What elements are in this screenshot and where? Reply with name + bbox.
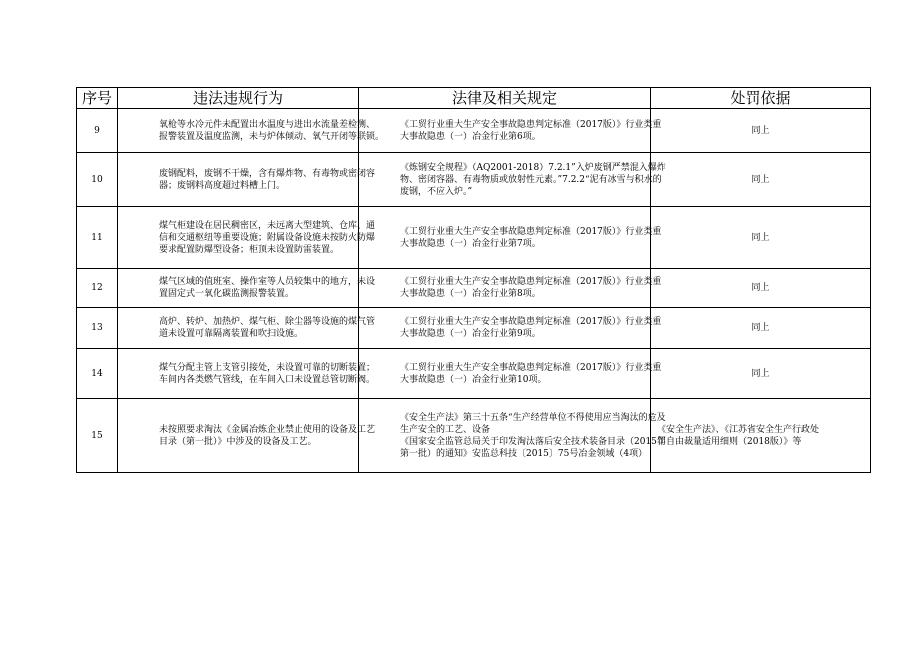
law-cell — [359, 308, 662, 349]
violation-cell-line: 置固定式一氧化碳监测报警装置。 — [159, 289, 295, 299]
violation-cell-line: 煤气柜建设在居民稠密区，未远离大型建筑、仓库、通 — [159, 220, 376, 231]
penalty-cell-line: 同上 — [751, 174, 770, 185]
violation-cell-line: 目录（第一批）》中涉及的设备及工艺。 — [159, 436, 317, 447]
law-cell — [359, 207, 662, 269]
serial-number-cell: 15 — [77, 399, 118, 473]
violation-cell-line: 煤气区域的值班室、操作室等人员较集中的地方，未设 — [159, 277, 376, 287]
law-cell-line: 大事故隐患（一）冶金行业第8项。 — [400, 289, 541, 299]
violation-cell — [118, 308, 376, 349]
violation-cell-line: 氧枪等水冷元件未配置出水温度与进出水流量差检测、 — [159, 119, 376, 130]
law-cell-line: 《国家安全监管总局关于印发淘汰落后安全技术装备目录（2015年 — [400, 436, 666, 447]
penalty-cell — [651, 308, 871, 349]
penalty-cell — [651, 109, 871, 153]
violation-cell-line: 道未设置可靠隔离装置和吹扫设施。 — [159, 329, 304, 339]
violation-cell-line: 要求配置防爆型设备；柜顶未设置防雷装置。 — [159, 244, 340, 255]
penalty-cell — [651, 207, 871, 269]
law-cell-line: 大事故隐患（一）冶金行业第9项。 — [400, 329, 541, 339]
violation-cell-line: 报警装置及温度监测，未与炉体倾动、氧气开闭等联锁。 — [159, 131, 385, 142]
violation-cell — [118, 349, 376, 399]
law-cell-line: 废钢，不应入炉。” — [400, 186, 473, 197]
penalty-cell — [651, 153, 871, 207]
penalty-cell — [651, 349, 871, 399]
penalty-cell-line: 同上 — [751, 232, 770, 243]
law-cell-line: 大事故隐患（一）冶金行业第7项。 — [400, 238, 541, 249]
law-cell-line: 《工贸行业重大生产安全事故隐患判定标准（2017版）》行业类重 — [400, 226, 662, 237]
violation-cell — [118, 399, 376, 473]
header-serial: 序号 — [77, 88, 118, 109]
table-row — [77, 349, 871, 399]
table-row — [77, 269, 871, 308]
law-cell-line: 《工贸行业重大生产安全事故隐患判定标准（2017版）》行业类重 — [400, 277, 662, 287]
penalty-cell — [651, 399, 871, 473]
violation-cell-line: 器；废钢料高度超过料槽上门。 — [159, 180, 286, 191]
penalty-cell-line: 同上 — [751, 368, 770, 379]
serial-number-cell: 13 — [77, 308, 118, 349]
violation-cell-line: 废钢配料，废钢不干燥，含有爆炸物、有毒物或密闭容 — [159, 168, 376, 179]
violation-cell-line: 信和交通枢纽等重要设施；附属设备设施未按防火防爆 — [159, 232, 376, 243]
penalty-cell-line: 同上 — [751, 283, 770, 293]
violation-cell — [118, 153, 376, 207]
law-cell-line: 物、密闭容器、有毒物质或放射性元素。”7.2.2“泥有冰雪与积水的 — [400, 174, 662, 185]
law-cell-line: 《工贸行业重大生产安全事故隐患判定标准（2017版）》行业类重 — [400, 362, 662, 373]
law-cell-line: 《工贸行业重大生产安全事故隐患判定标准（2017版）》行业类重 — [400, 119, 662, 130]
law-cell-line: 《炼钢安全规程》（AQ2001-2018）7.2.1”入炉废钢严禁混入爆炸 — [400, 162, 666, 173]
law-cell-line: 第一批）的通知》安监总科技〔2015〕75号冶金领域（4项） — [400, 448, 648, 459]
law-cell-line: 大事故隐患（一）冶金行业第6项。 — [400, 131, 541, 142]
violation-cell — [118, 269, 376, 308]
law-cell — [359, 399, 666, 473]
violation-cell-line: 煤气分配主管上支管引接处，未设置可靠的切断装置； — [159, 362, 376, 373]
header-law: 法律及相关规定 — [359, 88, 651, 109]
serial-number-cell: 14 — [77, 349, 118, 399]
violation-cell-line: 未按照要求淘汰《金属冶炼企业禁止使用的设备及工艺 — [159, 424, 376, 435]
table-header-row — [77, 88, 871, 109]
law-cell — [359, 269, 662, 308]
violation-cell — [118, 207, 376, 269]
regulation-table — [76, 87, 871, 473]
law-cell-line: 《安全生产法》第三十五条“生产经营单位不得使用应当淘汰的危及 — [400, 412, 666, 423]
table-row — [77, 109, 871, 153]
table-row — [77, 308, 871, 349]
penalty-cell-line: 同上 — [751, 125, 770, 136]
penalty-cell — [651, 269, 871, 308]
table-row — [77, 153, 871, 207]
violation-cell-line: 车间内各类燃气管线，在车间入口未设置总管切断阀。 — [159, 374, 376, 385]
law-cell-line: 《工贸行业重大生产安全事故隐患判定标准（2017版）》行业类重 — [400, 317, 662, 327]
table-row — [77, 399, 871, 473]
law-cell — [359, 349, 662, 399]
penalty-cell-line: 罚自由裁量适用细则（2018版）》等 — [657, 436, 802, 447]
table-body — [77, 109, 871, 473]
header-violation: 违法违规行为 — [118, 88, 359, 109]
law-cell — [359, 109, 662, 153]
penalty-cell-line: 同上 — [751, 323, 770, 333]
law-cell-line: 大事故隐患（一）冶金行业第10项。 — [400, 374, 547, 385]
header-penalty: 处罚依据 — [651, 88, 871, 109]
violation-cell-line: 高炉、转炉、加热炉、煤气柜、除尘器等设施的煤气管 — [159, 317, 376, 327]
serial-number-cell: 12 — [77, 269, 118, 308]
serial-number-cell: 11 — [77, 207, 118, 269]
serial-number-cell: 9 — [77, 109, 118, 153]
penalty-cell-line: 《安全生产法》、《江苏省安全生产行政处 — [657, 424, 820, 435]
law-cell — [359, 153, 666, 207]
serial-number-cell: 10 — [77, 153, 118, 207]
law-cell-line: 生产安全的工艺、设备 — [400, 424, 491, 435]
table-row — [77, 207, 871, 269]
violation-cell — [118, 109, 385, 153]
